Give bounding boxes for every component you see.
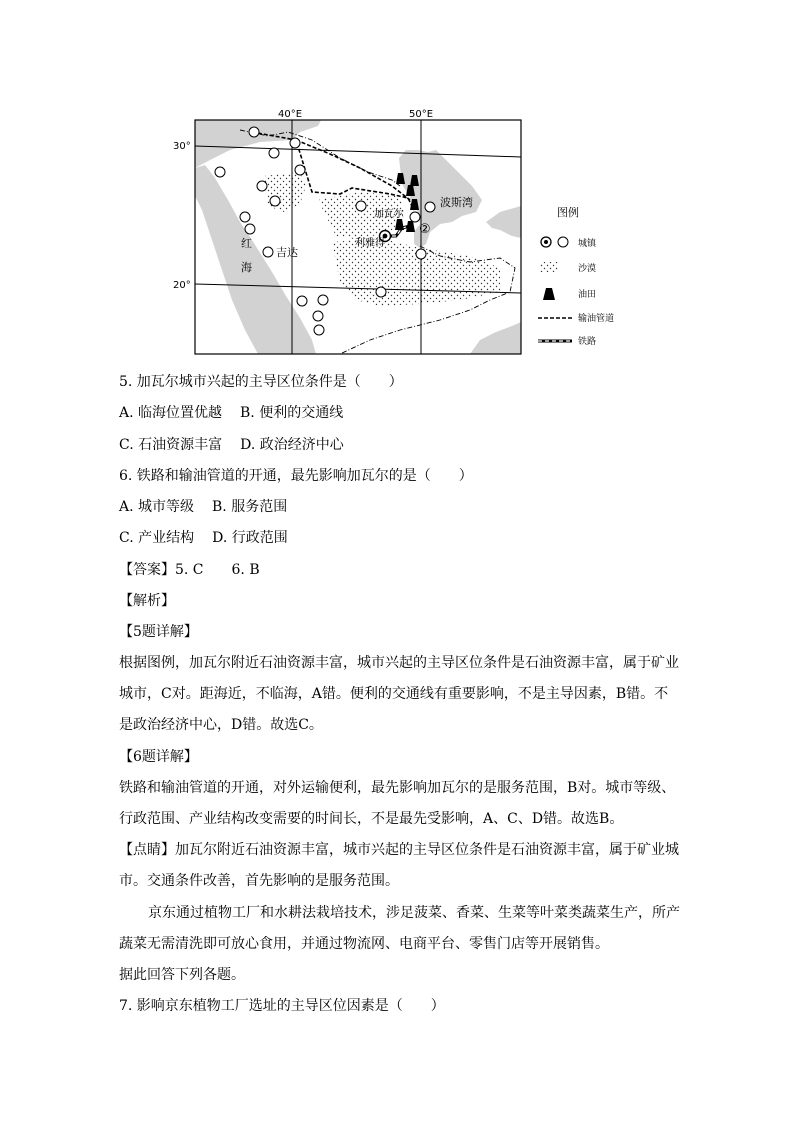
detail-5-line: 是政治经济中心，D错。故选C。: [119, 717, 323, 733]
marker-2-label: ②: [419, 222, 431, 237]
option-c[interactable]: C. 产业结构: [119, 530, 195, 546]
lon-40-label: 40°E: [278, 109, 303, 120]
question-6-stem: 6. 铁路和输油管道的开通，最先影响加瓦尔的是（ ）: [119, 468, 473, 484]
question-5-stem: 5. 加瓦尔城市兴起的主导区位条件是（ ）: [119, 374, 403, 390]
option-d[interactable]: D. 政治经济中心: [240, 437, 344, 453]
lat-30-label: 30°: [173, 141, 191, 152]
riyadh-label: 利雅得: [355, 238, 385, 249]
option-b[interactable]: B. 服务范围: [212, 499, 288, 515]
option-a[interactable]: A. 城市等级: [119, 499, 195, 515]
passage-line: 京东通过植物工厂和水耕法栽培技术，涉足菠菜、香菜、生菜等叶菜类蔬菜生产，所产: [148, 905, 680, 921]
detail-5-line: 根据图例，加瓦尔附近石油资源丰富，城市兴起的主导区位条件是石油资源丰富，属于矿业: [119, 655, 679, 671]
detail-6-line: 铁路和输油管道的开通，对外运输便利，最先影响加瓦尔的是服务范围，B对。城市等级、: [119, 780, 676, 796]
question-6-options-row2: [119, 528, 288, 548]
persian-gulf-label: 波斯湾: [440, 196, 473, 209]
legend-label-pipeline: 输油管道: [578, 314, 615, 324]
city-icon: [541, 237, 568, 247]
question-5-options-row1: [119, 403, 343, 423]
option-a[interactable]: A. 临海位置优越: [119, 405, 223, 421]
legend-label-oilfield: 油田: [578, 290, 597, 300]
answer-line: 【答案】5. C 6. B: [119, 562, 260, 578]
legend-label-city: 城镇: [578, 239, 597, 249]
gawar-label: 加瓦尔: [374, 209, 404, 220]
question-7-stem: 7. 影响京东植物工厂选址的主导区位因素是（ ）: [119, 998, 445, 1014]
red-sea-label-2: 海: [241, 261, 252, 274]
prompt-line: 据此回答下列各题。: [119, 967, 245, 983]
lon-50-label: 50°E: [409, 109, 434, 120]
detail-6-heading: 【6题详解】: [119, 749, 198, 765]
legend-title: 图例: [557, 206, 579, 219]
point-line: 【点睛】加瓦尔附近石油资源丰富，城市兴起的主导区位条件是石油资源丰富，属于矿业城: [119, 842, 679, 858]
oilfield-icon: [543, 288, 555, 300]
red-sea-label-1: 红: [241, 237, 252, 250]
lat-20-label: 20°: [173, 280, 191, 291]
passage-line: 蔬菜无需清洗即可放心食用，并通过物流网、电商平台、零售门店等开展销售。: [119, 936, 609, 952]
arabian-sea: [470, 322, 521, 354]
saudi-arabia-map: [0, 0, 794, 370]
option-b[interactable]: B. 便利的交通线: [240, 405, 344, 421]
oil-pipeline: [296, 140, 410, 200]
detail-6-line: 行政范围、产业结构改变需要的时间长，不是最先受影响，A、C、D错。故选B。: [119, 811, 624, 827]
map-legend: [538, 205, 614, 347]
legend-label-desert: 沙漠: [578, 264, 597, 274]
gulf-of-oman: [486, 206, 521, 238]
option-d[interactable]: D. 行政范围: [212, 530, 288, 546]
detail-5-line: 城市，C对。距海近，不临海，A错。便利的交通线有重要影响，不是主导因素，B错。不: [119, 686, 669, 702]
question-5-options-row2: [119, 435, 344, 455]
legend-label-railway: 铁路: [578, 337, 597, 347]
question-6-options-row1: [119, 497, 287, 517]
point-line: 市。交通条件改善，首先影响的是服务范围。: [119, 873, 399, 889]
jeddah-label: 吉达: [276, 246, 298, 259]
option-c[interactable]: C. 石油资源丰富: [119, 437, 223, 453]
detail-5-heading: 【5题详解】: [119, 624, 198, 640]
latitude-30-line: [195, 146, 521, 157]
desert-north: [264, 172, 306, 212]
desert-icon: [540, 262, 558, 272]
analysis-heading: 【解析】: [119, 593, 175, 609]
